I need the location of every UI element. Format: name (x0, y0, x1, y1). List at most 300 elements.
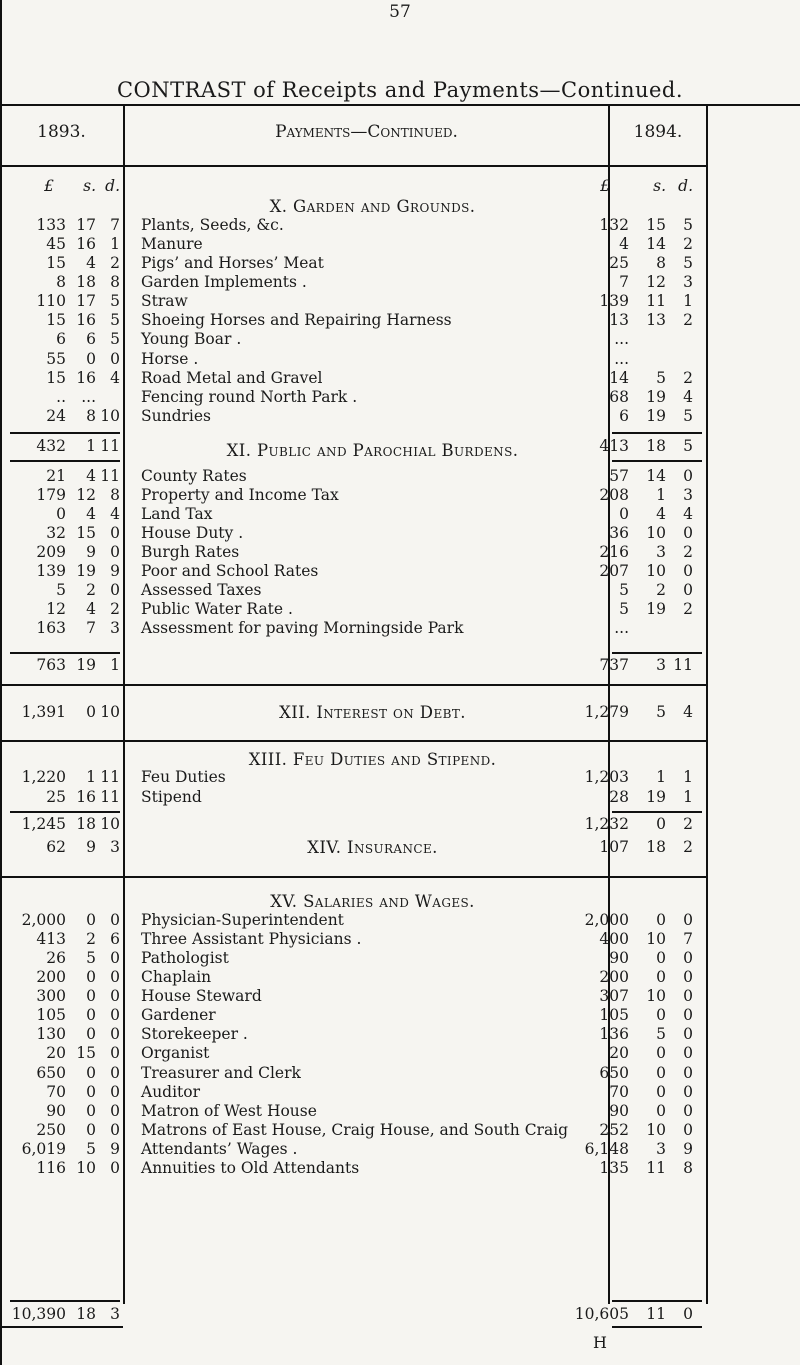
amount-1894-pence: 0 (683, 949, 693, 967)
amount-1893-shillings: 0 (86, 350, 96, 368)
amount-1894-shillings: 15 (646, 216, 666, 234)
row-label: Plants, Seeds, &c. (141, 216, 284, 234)
amount-1894-shillings: 1 (656, 768, 666, 786)
row-label: Attendants’ Wages . (141, 1140, 298, 1158)
table-row (0, 930, 800, 949)
amount-1894-pence: 0 (683, 987, 693, 1005)
amount-1894-pounds: 400 (599, 930, 629, 948)
amount-1894-shillings: 11 (646, 1159, 666, 1177)
table-row (0, 1102, 800, 1121)
table-row (0, 987, 800, 1006)
table-row (0, 254, 800, 273)
amount-1893-shillings: 19 (76, 562, 96, 580)
table-row (0, 388, 800, 407)
amount-1893-shillings: 4 (86, 467, 96, 485)
amount-1894-shillings: 5 (656, 703, 666, 721)
amount-1894-shillings: 19 (646, 388, 666, 406)
amount-1894-shillings: 3 (656, 543, 666, 561)
amount-1893-shillings: 16 (76, 788, 96, 806)
amount-1894-pence: 2 (683, 838, 693, 856)
amount-1894-shillings: 19 (646, 600, 666, 618)
amount-1893-pounds: 24 (46, 407, 66, 425)
amount-1894-pence: 4 (683, 388, 693, 406)
amount-1893-shillings: 4 (86, 600, 96, 618)
amount-1893-shillings: 18 (76, 273, 96, 291)
amount-1894-pounds: 207 (599, 562, 629, 580)
amount-1893-pounds: 5 (56, 581, 66, 599)
amount-1893-pounds: 10,390 (11, 1305, 66, 1323)
amount-1894-pounds: 139 (599, 292, 629, 310)
amount-1894-pence: 5 (683, 437, 693, 455)
amount-1894-shillings: 10 (646, 930, 666, 948)
amount-1893-shillings: 15 (76, 524, 96, 542)
amount-1894-pounds: 1,279 (584, 703, 629, 721)
amount-1893-pounds: .. (56, 388, 66, 406)
table-row (0, 330, 800, 349)
amount-1894-pence: 1 (683, 292, 693, 310)
row-label: Assessment for paving Morningside Park (141, 619, 464, 637)
amount-1893-pounds: 300 (36, 987, 66, 1005)
amount-1894-pounds: 68 (609, 388, 629, 406)
amount-1893-pence: 11 (100, 788, 120, 806)
header-payments: Payments—Continued. (275, 122, 458, 142)
row-label: Burgh Rates (141, 543, 240, 561)
amount-1893-shillings: 4 (86, 505, 96, 523)
row-label: Fencing round North Park . (141, 388, 358, 406)
amount-1893-pounds: 6,019 (21, 1140, 66, 1158)
amount-1893-pounds: 15 (46, 254, 66, 272)
table-row (0, 562, 800, 581)
row-label: County Rates (141, 467, 247, 485)
amount-1893-pence: 0 (110, 987, 120, 1005)
amount-1894-pounds: 737 (599, 656, 629, 674)
amount-1893-shillings: 4 (86, 254, 96, 272)
amount-1894-pence: 2 (683, 815, 693, 833)
amount-1893-shillings: 0 (86, 1102, 96, 1120)
table-row (0, 235, 800, 254)
row-label: Manure (141, 235, 203, 253)
amount-1893-pounds: 20 (46, 1044, 66, 1062)
amount-1894-pounds: 14 (609, 369, 629, 387)
amount-1893-shillings: 1 (86, 768, 96, 786)
amount-1894-pence: 0 (683, 467, 693, 485)
section-title-xiii: XIII. Feu Duties and Stipend. (248, 750, 497, 769)
amount-1894-pence: 2 (683, 600, 693, 618)
table-row (0, 1140, 800, 1159)
amount-1894-pounds: 36 (609, 524, 629, 542)
amount-1894-shillings: 1 (656, 486, 666, 504)
row-label: Physician-Superintendent (141, 911, 344, 929)
amount-1893-pounds: 25 (46, 788, 66, 806)
subtotal-row (0, 815, 800, 834)
amount-1894-pence: 0 (683, 562, 693, 580)
amount-1893-pence: 11 (100, 768, 120, 786)
amount-1893-pounds: 45 (46, 235, 66, 253)
amount-1893-shillings: 9 (86, 543, 96, 561)
amount-1894-pence: 0 (683, 968, 693, 986)
amount-1894-pounds: 90 (609, 1102, 629, 1120)
table-row (0, 467, 800, 486)
table-row (0, 292, 800, 311)
amount-1893-shillings: 2 (86, 930, 96, 948)
amount-1894-pounds: 650 (599, 1064, 629, 1082)
footer-mark: H (593, 1333, 607, 1352)
amount-1894-pounds: 57 (609, 467, 629, 485)
amount-1893-pence: 0 (110, 524, 120, 542)
header-1893: 1893. (37, 122, 86, 142)
table-row (0, 1121, 800, 1140)
amount-1893-shillings: 5 (86, 1140, 96, 1158)
table-row (0, 369, 800, 388)
amount-1893-pounds: 6 (56, 330, 66, 348)
amount-1894-shillings: 0 (656, 1083, 666, 1101)
pound-header-1894: £ (600, 177, 610, 195)
amount-1894-pence: 11 (673, 656, 693, 674)
amount-1893-pounds: 250 (36, 1121, 66, 1139)
row-label: Young Boar . (141, 330, 242, 348)
row-label: Poor and School Rates (141, 562, 319, 580)
amount-1893-shillings: ... (81, 388, 96, 406)
rule (0, 876, 706, 878)
amount-1894-pence: 1 (683, 788, 693, 806)
amount-1893-pence: 3 (110, 1305, 120, 1323)
amount-1893-shillings: 0 (86, 1121, 96, 1139)
table-row (0, 407, 800, 426)
amount-1894-pounds: 208 (599, 486, 629, 504)
amount-1893-pounds: 12 (46, 600, 66, 618)
amount-1893-pence: 0 (110, 350, 120, 368)
amount-1894-pence: 4 (683, 703, 693, 721)
table-row (0, 524, 800, 543)
row-label: Assessed Taxes (141, 581, 262, 599)
amount-1893-pence: 2 (110, 254, 120, 272)
amount-1894-pence: 0 (683, 1044, 693, 1062)
amount-1893-pence: 0 (110, 1102, 120, 1120)
amount-1893-pence: 3 (110, 838, 120, 856)
amount-1893-pounds: 26 (46, 949, 66, 967)
amount-1893-shillings: 12 (76, 486, 96, 504)
amount-1893-pence: 0 (110, 543, 120, 561)
row-label: Chaplain (141, 968, 212, 986)
amount-1893-shillings: 0 (86, 1083, 96, 1101)
amount-1893-pounds: 133 (36, 216, 66, 234)
rule (612, 1326, 702, 1328)
amount-1893-pounds: 209 (36, 543, 66, 561)
amount-1894-shillings: 0 (656, 1102, 666, 1120)
amount-1893-pence: 1 (110, 656, 120, 674)
table-row (0, 486, 800, 505)
amount-1894-shillings: 11 (646, 292, 666, 310)
amount-1893-pence: 0 (110, 1121, 120, 1139)
row-label: Property and Income Tax (141, 486, 339, 504)
amount-1893-shillings: 10 (76, 1159, 96, 1177)
row-label: Public Water Rate . (141, 600, 293, 618)
amount-1894-shillings: 10 (646, 562, 666, 580)
amount-1894-pence: 0 (683, 1025, 693, 1043)
section-title-xv: XV. Salaries and Wages. (270, 892, 475, 911)
row-label: Organist (141, 1044, 210, 1062)
amount-1893-shillings: 0 (86, 1064, 96, 1082)
rule (612, 460, 702, 462)
amount-1894-pence: 0 (683, 1305, 693, 1323)
amount-1894-pounds: 2,000 (584, 911, 629, 929)
row-label: Pathologist (141, 949, 229, 967)
amount-1894-pence: 2 (683, 311, 693, 329)
amount-1893-shillings: 1 (86, 437, 96, 455)
amount-1893-shillings: 7 (86, 619, 96, 637)
amount-1894-pounds: 105 (599, 1006, 629, 1024)
amount-1893-pounds: 70 (46, 1083, 66, 1101)
row-label: Garden Implements . (141, 273, 307, 291)
row-label: Road Metal and Gravel (141, 369, 323, 387)
amount-1893-pence: 0 (110, 1159, 120, 1177)
table-row (0, 968, 800, 987)
amount-1894-shillings: 0 (656, 949, 666, 967)
amount-1893-shillings: 17 (76, 216, 96, 234)
row-label: Shoeing Horses and Repairing Harness (141, 311, 452, 329)
section-title-xiv: XIV. Insurance. (307, 838, 438, 857)
amount-1894-pence: 0 (683, 524, 693, 542)
rule (612, 652, 702, 654)
shilling-header-1894: s. (653, 177, 666, 195)
amount-1894-pence: 2 (683, 235, 693, 253)
amount-1894-pounds: 70 (609, 1083, 629, 1101)
table-row (0, 543, 800, 562)
amount-1894-pounds: 7 (619, 273, 629, 291)
amount-1894-pounds: 132 (599, 216, 629, 234)
amount-1894-pounds: 6,148 (584, 1140, 629, 1158)
amount-1893-pounds: 110 (36, 292, 66, 310)
rule (612, 811, 702, 813)
row-label: Matron of West House (141, 1102, 317, 1120)
amount-1894-pounds: 10,605 (574, 1305, 629, 1323)
amount-1893-pence: 4 (110, 369, 120, 387)
row-label: Pigs’ and Horses’ Meat (141, 254, 324, 272)
amount-1893-pence: 0 (110, 581, 120, 599)
row-label: Horse . (141, 350, 199, 368)
amount-1894-pounds: 252 (599, 1121, 629, 1139)
section-title-xi: XI. Public and Parochial Burdens. (226, 441, 519, 460)
amount-1893-pence: 0 (110, 1044, 120, 1062)
table-row (0, 216, 800, 235)
amount-1893-pence: 0 (110, 911, 120, 929)
amount-1894-pence: 2 (683, 369, 693, 387)
row-label: Gardener (141, 1006, 216, 1024)
table-row (0, 1083, 800, 1102)
amount-1894-pounds: 6 (619, 407, 629, 425)
rule (612, 1300, 702, 1302)
table-row (0, 1025, 800, 1044)
amount-1893-pence: 5 (110, 330, 120, 348)
amount-1893-pounds: 105 (36, 1006, 66, 1024)
amount-1894-shillings: 5 (656, 1025, 666, 1043)
row-label: Sundries (141, 407, 211, 425)
row-label: Treasurer and Clerk (141, 1064, 301, 1082)
row-label: Three Assistant Physicians . (141, 930, 362, 948)
penny-header-1894: d. (678, 177, 693, 195)
page-title: CONTRAST of Receipts and Payments—Continued. (116, 78, 684, 102)
amount-1893-pounds: 2,000 (21, 911, 66, 929)
amount-1893-shillings: 17 (76, 292, 96, 310)
amount-1894-shillings: 10 (646, 524, 666, 542)
amount-1894-pence: 8 (683, 1159, 693, 1177)
amount-1894-pence: 5 (683, 407, 693, 425)
header-bottom-rule (0, 165, 706, 167)
table-row (0, 1159, 800, 1178)
amount-1893-pence: 6 (110, 930, 120, 948)
amount-1893-pence: 7 (110, 216, 120, 234)
amount-1894-pence: 0 (683, 1006, 693, 1024)
amount-1894-pence: 1 (683, 768, 693, 786)
rule (10, 652, 120, 654)
amount-1894-pounds: 216 (599, 543, 629, 561)
amount-1893-pounds: 15 (46, 311, 66, 329)
amount-1893-pence: 11 (100, 467, 120, 485)
amount-1894-shillings: 3 (656, 1140, 666, 1158)
pound-header-1893: £ (44, 177, 54, 195)
amount-1894-pence: 4 (683, 505, 693, 523)
amount-1894-pounds: 307 (599, 987, 629, 1005)
row-label: House Duty . (141, 524, 244, 542)
table-row (0, 768, 800, 787)
amount-1893-pence: 0 (110, 1025, 120, 1043)
amount-1893-shillings: 0 (86, 703, 96, 721)
amount-1894-shillings: 11 (646, 1305, 666, 1323)
amount-1893-pence: 10 (100, 815, 120, 833)
amount-1893-pence: 8 (110, 486, 120, 504)
amount-1893-pounds: 130 (36, 1025, 66, 1043)
amount-1894-pence: 0 (683, 911, 693, 929)
row-label: Feu Duties (141, 768, 226, 786)
amount-1893-pounds: 21 (46, 467, 66, 485)
amount-1894-shillings: 10 (646, 987, 666, 1005)
rule (10, 460, 120, 462)
amount-1893-pounds: 32 (46, 524, 66, 542)
amount-1893-pounds: 432 (36, 437, 66, 455)
amount-1894-shillings: 18 (646, 838, 666, 856)
amount-1893-pence: 9 (110, 1140, 120, 1158)
row-label: Land Tax (141, 505, 213, 523)
row-label: Storekeeper . (141, 1025, 248, 1043)
row-label: Straw (141, 292, 188, 310)
subtotal-row (0, 437, 800, 456)
amount-1894-pounds: ... (614, 619, 629, 637)
amount-1893-pounds: 200 (36, 968, 66, 986)
amount-1894-pence: 5 (683, 216, 693, 234)
currency-header-row (0, 177, 800, 196)
amount-1894-pounds: 13 (609, 311, 629, 329)
amount-1893-shillings: 9 (86, 838, 96, 856)
table-row (0, 350, 800, 369)
amount-1894-pence: 9 (683, 1140, 693, 1158)
amount-1893-shillings: 18 (76, 815, 96, 833)
amount-1894-shillings: 0 (656, 1006, 666, 1024)
amount-1893-pence: 3 (110, 619, 120, 637)
amount-1894-shillings: 0 (656, 815, 666, 833)
amount-1893-pounds: 55 (46, 350, 66, 368)
amount-1894-pounds: 28 (609, 788, 629, 806)
amount-1893-shillings: 0 (86, 1025, 96, 1043)
amount-1893-pence: 0 (110, 1006, 120, 1024)
section-title-xii: XII. Interest on Debt. (279, 703, 466, 722)
amount-1893-pence: 0 (110, 1083, 120, 1101)
rule (0, 1326, 123, 1328)
amount-1893-pounds: 139 (36, 562, 66, 580)
amount-1894-shillings: 8 (656, 254, 666, 272)
amount-1893-pence: 0 (110, 968, 120, 986)
amount-1894-pounds: 413 (599, 437, 629, 455)
amount-1894-shillings: 14 (646, 235, 666, 253)
amount-1894-shillings: 19 (646, 788, 666, 806)
amount-1894-pounds: 1,203 (584, 768, 629, 786)
amount-1893-pence: 5 (110, 292, 120, 310)
amount-1893-shillings: 0 (86, 911, 96, 929)
table-row (0, 273, 800, 292)
rule (0, 740, 706, 742)
amount-1893-pounds: 1,220 (21, 768, 66, 786)
page-number: 57 (389, 2, 411, 22)
amount-1893-pounds: 15 (46, 369, 66, 387)
amount-1894-shillings: 2 (656, 581, 666, 599)
amount-1894-shillings: 0 (656, 911, 666, 929)
amount-1893-pounds: 8 (56, 273, 66, 291)
amount-1893-shillings: 0 (86, 968, 96, 986)
amount-1894-shillings: 0 (656, 1044, 666, 1062)
table-row (0, 619, 800, 638)
amount-1894-pence: 0 (683, 1064, 693, 1082)
amount-1893-pounds: 90 (46, 1102, 66, 1120)
amount-1893-pounds: 413 (36, 930, 66, 948)
rule (0, 684, 706, 686)
amount-1894-pounds: 1,232 (584, 815, 629, 833)
amount-1893-shillings: 15 (76, 1044, 96, 1062)
amount-1893-shillings: 0 (86, 1006, 96, 1024)
rule (10, 811, 120, 813)
interest-total-row (0, 703, 800, 722)
amount-1894-pounds: 0 (619, 505, 629, 523)
amount-1894-shillings: 0 (656, 1064, 666, 1082)
amount-1894-pence: 0 (683, 581, 693, 599)
amount-1894-shillings: 14 (646, 467, 666, 485)
amount-1893-pounds: 62 (46, 838, 66, 856)
amount-1894-pence: 0 (683, 1102, 693, 1120)
amount-1893-pounds: 0 (56, 505, 66, 523)
amount-1893-pence: 10 (100, 703, 120, 721)
amount-1893-pence: 5 (110, 311, 120, 329)
table-row (0, 1006, 800, 1025)
amount-1893-pence: 4 (110, 505, 120, 523)
table-row (0, 911, 800, 930)
header-1894: 1894. (633, 122, 683, 142)
rule (10, 432, 120, 434)
table-row (0, 505, 800, 524)
amount-1894-pence: 7 (683, 930, 693, 948)
amount-1893-pounds: 1,391 (21, 703, 66, 721)
amount-1893-shillings: 16 (76, 235, 96, 253)
amount-1893-shillings: 5 (86, 949, 96, 967)
amount-1894-pounds: 5 (619, 600, 629, 618)
amount-1893-pence: 2 (110, 600, 120, 618)
amount-1894-pounds: 20 (609, 1044, 629, 1062)
amount-1894-pounds: 4 (619, 235, 629, 253)
amount-1894-shillings: 4 (656, 505, 666, 523)
amount-1893-pence: 9 (110, 562, 120, 580)
amount-1894-pounds: 25 (609, 254, 629, 272)
amount-1894-pounds: 200 (599, 968, 629, 986)
amount-1894-shillings: 12 (646, 273, 666, 291)
table-row (0, 600, 800, 619)
amount-1893-pounds: 179 (36, 486, 66, 504)
